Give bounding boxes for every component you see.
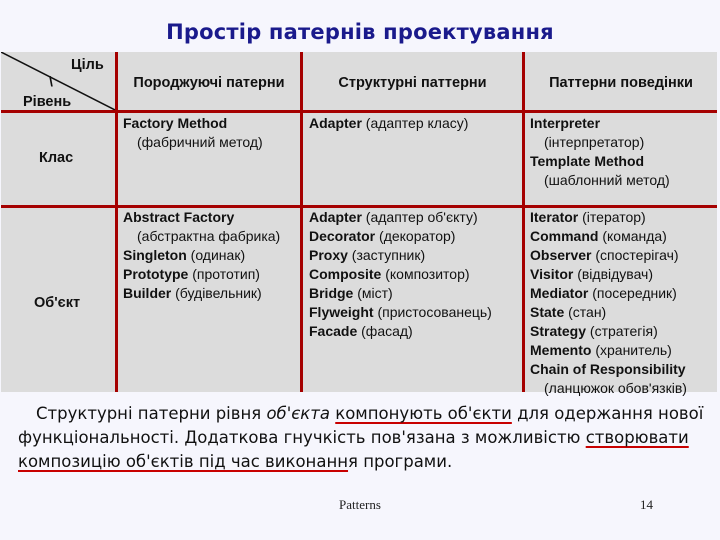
pattern-name: Facade bbox=[309, 323, 358, 339]
pattern-name: Singleton bbox=[123, 247, 187, 263]
row-label-object: Об'єкт bbox=[34, 295, 81, 311]
pattern-translation: (хранитель) bbox=[591, 342, 672, 358]
corner-tick-mark: \ bbox=[49, 73, 53, 89]
text-run: я програми. bbox=[348, 452, 453, 471]
pattern-entry bbox=[309, 114, 468, 133]
pattern-translation: (стратегія) bbox=[586, 323, 658, 339]
pattern-translation: (шаблонний метод) bbox=[544, 172, 670, 188]
column-divider bbox=[115, 52, 118, 392]
row-divider bbox=[1, 110, 717, 113]
pattern-entry bbox=[530, 284, 687, 303]
pattern-translation: (абстрактна фабрика) bbox=[137, 228, 281, 244]
pattern-translation: (посередник) bbox=[588, 285, 677, 301]
pattern-entry bbox=[530, 303, 687, 322]
pattern-translation: (пристосованець) bbox=[373, 304, 492, 320]
pattern-translation: (фабричний метод) bbox=[137, 134, 263, 150]
pattern-translation: (заступник) bbox=[347, 247, 426, 263]
page-number: 14 bbox=[640, 497, 653, 512]
pattern-entry bbox=[309, 322, 492, 341]
pattern-entry bbox=[530, 227, 687, 246]
footer-title: Patterns bbox=[339, 497, 381, 512]
pattern-entry bbox=[309, 265, 492, 284]
pattern-translation: (композитор) bbox=[381, 266, 470, 282]
pattern-entry bbox=[123, 208, 280, 227]
pattern-entry bbox=[123, 227, 280, 246]
pattern-name: Proxy bbox=[309, 247, 348, 263]
pattern-entry bbox=[123, 133, 263, 152]
pattern-name: Flyweight bbox=[309, 304, 374, 320]
pattern-translation: (прототип) bbox=[188, 266, 260, 282]
pattern-translation: (інтерпретатор) bbox=[544, 134, 645, 150]
pattern-name: Observer bbox=[530, 247, 592, 263]
pattern-entry bbox=[123, 284, 280, 303]
pattern-translation: (ланцюжок обов'язків) bbox=[544, 380, 687, 396]
pattern-entry bbox=[309, 208, 492, 227]
design-patterns-table bbox=[1, 52, 717, 396]
pattern-entry bbox=[530, 152, 670, 171]
pattern-name: Builder bbox=[123, 285, 172, 301]
pattern-translation: (міст) bbox=[353, 285, 393, 301]
column-divider bbox=[300, 52, 303, 392]
pattern-entry bbox=[309, 227, 492, 246]
pattern-entry bbox=[530, 265, 687, 284]
pattern-entry bbox=[309, 303, 492, 322]
text-run: Структурні патерни рівня bbox=[36, 404, 267, 423]
pattern-name: State bbox=[530, 304, 565, 320]
pattern-name: Visitor bbox=[530, 266, 574, 282]
pattern-name: Adapter bbox=[309, 209, 362, 225]
pattern-entry bbox=[123, 246, 280, 265]
cell-object-behavioral bbox=[530, 208, 687, 398]
pattern-name: Strategy bbox=[530, 323, 587, 339]
pattern-translation: (декоратор) bbox=[375, 228, 456, 244]
pattern-entry bbox=[530, 171, 670, 190]
pattern-name: Mediator bbox=[530, 285, 589, 301]
pattern-name: Iterator bbox=[530, 209, 579, 225]
pattern-entry bbox=[530, 360, 687, 379]
pattern-translation: (спостерігач) bbox=[591, 247, 679, 263]
pattern-translation: (адаптер об'єкту) bbox=[361, 209, 478, 225]
pattern-name: Command bbox=[530, 228, 599, 244]
pattern-translation: (одинак) bbox=[186, 247, 246, 263]
pattern-entry bbox=[309, 246, 492, 265]
column-divider bbox=[522, 52, 525, 392]
pattern-name: Prototype bbox=[123, 266, 189, 282]
text-underlined: компонують об'єкти bbox=[335, 404, 512, 423]
pattern-translation: (адаптер класу) bbox=[361, 115, 469, 131]
pattern-entry bbox=[123, 265, 280, 284]
pattern-entry bbox=[123, 114, 263, 133]
pattern-entry bbox=[530, 208, 687, 227]
text-underlined: створювати композицію об'єктів під час виконанн bbox=[18, 428, 689, 471]
pattern-entry bbox=[309, 284, 492, 303]
pattern-name: Adapter bbox=[309, 115, 362, 131]
row-label-class: Клас bbox=[39, 150, 74, 166]
pattern-entry bbox=[530, 341, 687, 360]
corner-label-goal: Ціль bbox=[71, 57, 104, 73]
pattern-entry bbox=[530, 246, 687, 265]
cell-object-structural bbox=[309, 208, 492, 341]
column-header-structural: Структурні паттерни bbox=[338, 75, 487, 91]
corner-label-level: Рівень bbox=[23, 94, 72, 110]
pattern-entry bbox=[530, 379, 687, 398]
slide-title: Простір патернів проектування bbox=[166, 20, 554, 44]
column-header-behavioral: Паттерни поведінки bbox=[549, 75, 693, 91]
pattern-name: Composite bbox=[309, 266, 382, 282]
pattern-name: Decorator bbox=[309, 228, 376, 244]
text-run: для одержання нової функціональності. Додаткова гнучкість пов'язана з можливістю bbox=[18, 404, 704, 447]
pattern-name: Bridge bbox=[309, 285, 354, 301]
cell-class-behavioral bbox=[530, 114, 670, 190]
pattern-translation: (команда) bbox=[598, 228, 667, 244]
pattern-entry bbox=[530, 322, 687, 341]
cell-class-creational bbox=[123, 114, 263, 152]
column-header-creational: Породжуючі патерни bbox=[133, 75, 285, 91]
pattern-translation: (будівельник) bbox=[171, 285, 262, 301]
pattern-name: Interpreter bbox=[530, 115, 601, 131]
cell-class-structural bbox=[309, 114, 468, 133]
pattern-name: Factory Method bbox=[123, 115, 228, 131]
pattern-translation: (фасад) bbox=[357, 323, 413, 339]
text-italic: об'єкта bbox=[266, 404, 330, 423]
pattern-name: Template Method bbox=[530, 153, 645, 169]
description-paragraph bbox=[18, 402, 708, 474]
pattern-translation: (ітератор) bbox=[578, 209, 646, 225]
cell-object-creational bbox=[123, 208, 280, 303]
pattern-name: Abstract Factory bbox=[123, 209, 235, 225]
pattern-entry bbox=[530, 114, 670, 133]
pattern-translation: (відвідувач) bbox=[573, 266, 654, 282]
pattern-translation: (стан) bbox=[564, 304, 607, 320]
pattern-name: Memento bbox=[530, 342, 592, 358]
pattern-entry bbox=[530, 133, 670, 152]
pattern-name: Chain of Responsibility bbox=[530, 361, 686, 377]
